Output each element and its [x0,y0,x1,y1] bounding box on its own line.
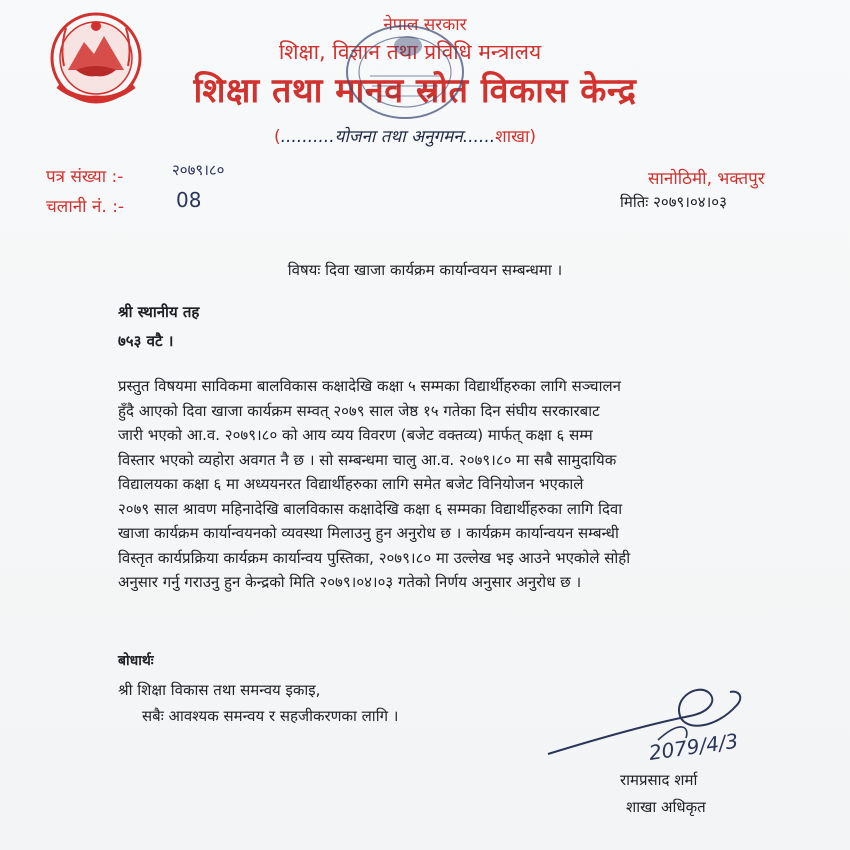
office-stamp-icon [342,20,468,124]
letter-number-label: पत्र संख्या :- [46,167,124,187]
branch-open: ( [273,127,281,147]
body-line: विद्यालयका कक्षा ६ मा अध्ययनरत विद्यार्थीहरुका लागि समेत बजेट विनियोजन भएकाले [118,475,584,493]
signatory-name: रामप्रसाद शर्मा [620,771,698,789]
body-line: विस्तार भएको व्यहोरा अवगत नै छ । सो सम्बन्धमा चालु आ.व. २०७९।८० मा सबै सामुदायिक [118,450,617,469]
branch-line [0,124,810,147]
signature-icon [540,676,800,776]
branch-suffix: शाखा) [495,127,537,147]
body-line: खाजा कार्यक्रम कार्यान्वयनको व्यवस्था मिलाउनु हुन अनुरोध छ । कार्यक्रम कार्यान्वयन सम्बन्धी [118,524,619,542]
date-line [620,192,727,212]
body-line: हुँदै आएको दिवा खाजा कार्यक्रम सम्वत् २०७९ साल जेष्ठ १५ गतेका दिन संघीय सरकारबाट [118,401,600,420]
office-name: शिक्षा तथा मानव स्रोत विकास केन्द्र [193,71,637,111]
signature-date: 2079/4/3 [647,728,740,765]
body-line: जारी भएको आ.व. २०७९।८० को आय व्यय विवरण (बजेट वक्तव्य) मार्फत् कक्षा ६ सम्म [118,426,593,444]
ministry-name: शिक्षा, विज्ञान तथा प्रविधि मन्त्रालय [278,40,542,64]
letter-subject: विषयः दिवा खाजा कार्यक्रम कार्यान्वयन सम्बन्धमा । [287,261,563,279]
recipient-line-1: श्री स्थानीय तह [118,303,200,321]
dispatch-number-value: 08 [176,188,202,212]
date-value: २०७९।०४।०३ [653,193,727,211]
body-line: २०७९ साल श्रावण महिनादेखि बालविकास कक्षादेखि कक्षा ६ सम्मका विद्यार्थीहरुका लागि दिवा [118,499,623,518]
letter-number-value: २०७९।८० [172,161,225,179]
cc-heading: बोधार्थः [118,653,154,669]
dispatch-number-label: चलानी नं. :- [46,197,125,217]
recipient-line-2: ७५३ वटै । [118,332,174,350]
cc-line-1: श्री शिक्षा विकास तथा समन्वय इकाइ, [118,681,321,699]
signatory-title: शाखा अधिकृत [626,798,706,816]
date-label: मितिः [620,193,649,211]
branch-name: योजना तथा अनुगमन [334,127,463,147]
letter-body [118,374,782,595]
body-line: अनुसार गर्नु गराउनु हुन केन्द्रको मिति २०७९।०४।०३ गतेको निर्णय अनुसार अनुरोध छ । [118,573,582,591]
government-name: नेपाल सरकार [383,15,467,35]
office-location: सानोठिमी, भक्तपुर [648,169,765,189]
branch-dots-left: .......... [280,127,335,147]
cc-line-2: सबैः आवश्यक समन्वय र सहजीकरणका लागि । [142,707,399,725]
branch-dots-right: ...... [462,127,496,147]
body-line: विस्तृत कार्यप्रक्रिया कार्यक्रम कार्यान्वय पुस्तिका, २०७९।८० मा उल्लेख भइ आउने भएकोले सोही [118,548,631,567]
body-line: प्रस्तुत विषयमा साविकमा बालविकास कक्षादेखि कक्षा ५ सम्मका विद्यार्थीहरुका लागि सञ्चालन [118,377,621,395]
